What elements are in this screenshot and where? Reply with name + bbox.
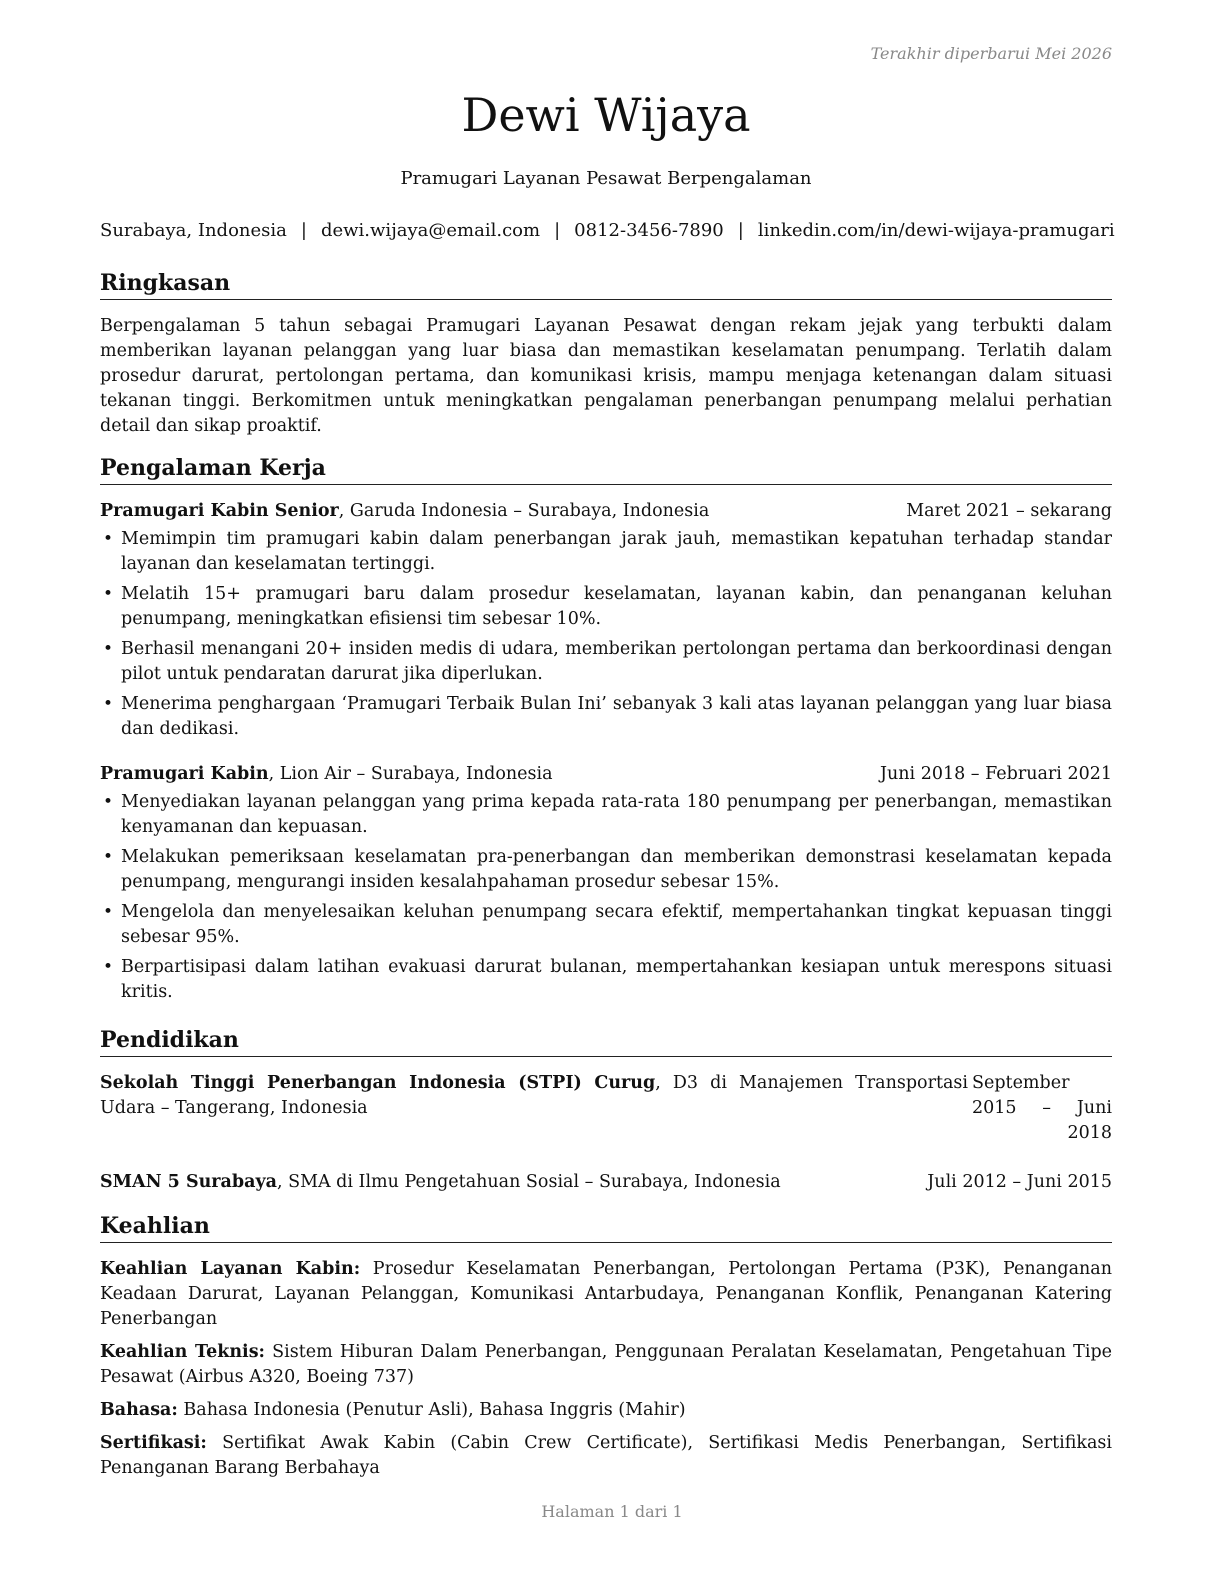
bullet-text: Menyediakan layanan pelanggan yang prima kepada rata-rata 180 penumpang per penerbangan, memastikan kenyamanan dan kepuasan. — [121, 792, 1112, 837]
job-org: , Lion Air – Surabaya, Indonesia — [268, 764, 553, 784]
bullet-text: Mengelola dan menyelesaikan keluhan penumpang secara efektif, mempertahankan tingkat kepuasan tinggi sebesar 95%. — [121, 902, 1112, 947]
job-bullets — [100, 527, 1112, 742]
list-item — [100, 637, 1112, 687]
bullet-dot-icon: • — [103, 529, 114, 549]
contact-separator: | — [737, 220, 744, 241]
skill-row — [100, 1340, 1112, 1390]
list-item — [100, 790, 1112, 840]
contact-linkedin[interactable]: linkedin.com/in/dewi-wijaya-pramugari — [757, 220, 1115, 241]
contact-line — [100, 220, 1115, 241]
bullet-dot-icon: • — [103, 584, 114, 604]
bullet-dot-icon: • — [103, 902, 114, 922]
bullet-text: Berhasil menangani 20+ insiden medis di udara, memberikan pertolongan pertama dan berkoordinasi dengan pilot untuk pendaratan darurat jika diperlukan. — [121, 639, 1112, 684]
job-bullets — [100, 790, 1112, 1005]
bullet-text: Melakukan pemeriksaan keselamatan pra-penerbangan dan memberikan demonstrasi keselamatan kepada penumpang, mengurangi insiden kesalahpahaman prosedur sebesar 15%. — [121, 847, 1112, 892]
contact-location: Surabaya, Indonesia — [100, 220, 287, 241]
education-dates: September 2015 – Juni 2018 — [972, 1073, 1112, 1143]
section-heading-summary: Ringkasan — [100, 268, 1112, 300]
contact-email[interactable]: dewi.wijaya@email.com — [320, 220, 541, 241]
skill-text: Sertifikat Awak Kabin (Cabin Crew Certificate), Sertifikasi Medis Penerbangan, Sertifikasi Penanganan Barang Berbahaya — [100, 1433, 1112, 1478]
skill-row — [100, 1431, 1112, 1481]
job-dates: Maret 2021 – sekarang — [906, 501, 1112, 521]
skill-label: Keahlian Teknis: — [100, 1342, 266, 1362]
skill-row — [100, 1398, 1112, 1423]
list-item — [100, 527, 1112, 577]
bullet-dot-icon: • — [103, 792, 114, 812]
education-detail: , SMA di Ilmu Pengetahuan Sosial – Surabaya, Indonesia — [276, 1172, 781, 1192]
contact-separator: | — [300, 220, 307, 241]
contact-separator: | — [554, 220, 561, 241]
list-item — [100, 845, 1112, 895]
resume-body — [100, 268, 1112, 1481]
bullet-dot-icon: • — [103, 694, 114, 714]
education-school: Sekolah Tinggi Penerbangan Indonesia (STPI) Curug — [100, 1073, 656, 1093]
skill-label: Bahasa: — [100, 1400, 178, 1420]
bullet-dot-icon: • — [103, 639, 114, 659]
skill-label: Sertifikasi: — [100, 1433, 207, 1453]
page-number: Halaman 1 dari 1 — [541, 1502, 683, 1521]
skill-label: Keahlian Layanan Kabin: — [100, 1259, 361, 1279]
education-detail: , D3 di Manajemen Transportasi Udara – Tangerang, Indonesia — [100, 1073, 968, 1118]
bullet-text: Melatih 15+ pramugari baru dalam prosedur keselamatan, layanan kabin, dan penanganan keluhan penumpang, meningkatkan efisiensi tim sebesar 10%. — [121, 584, 1112, 629]
skill-text: Sistem Hiburan Dalam Penerbangan, Penggunaan Peralatan Keselamatan, Pengetahuan Tipe Pesawat (Airbus A320, Boeing 737) — [100, 1342, 1113, 1387]
bullet-text: Menerima penghargaan ‘Pramugari Terbaik Bulan Ini’ sebanyak 3 kali atas layanan pelanggan yang luar biasa dan dedikasi. — [121, 694, 1112, 739]
education-entry — [100, 1170, 1112, 1195]
skill-text: Bahasa Indonesia (Penutur Asli), Bahasa Inggris (Mahir) — [177, 1400, 686, 1420]
list-item — [100, 692, 1112, 742]
candidate-name: Dewi Wijaya — [461, 88, 751, 142]
list-item — [100, 955, 1112, 1005]
section-heading-skills: Keahlian — [100, 1211, 1112, 1243]
bullet-text: Berpartisipasi dalam latihan evakuasi darurat bulanan, mempertahankan kesiapan untuk merespons situasi kritis. — [121, 957, 1112, 1002]
education-entry — [100, 1071, 1112, 1146]
section-heading-experience: Pengalaman Kerja — [100, 453, 1112, 485]
job-role: Pramugari Kabin Senior — [100, 501, 339, 521]
skill-row — [100, 1257, 1112, 1332]
job-dates: Juni 2018 – Februari 2021 — [879, 764, 1112, 784]
bullet-dot-icon: • — [103, 957, 114, 977]
summary-text: Berpengalaman 5 tahun sebagai Pramugari Layanan Pesawat dengan rekam jejak yang terbukti dalam memberikan layanan pelanggan yang luar biasa dan memastikan keselamatan penumpang. Terlatih dalam prosedur darurat, pertolongan pertama, dan komunikasi krisis, mampu menjaga ketenangan dalam situasi tekanan tinggi. Berkomitmen untuk meningkatkan pengalaman penerbangan penumpang melalui perhatian detail dan sikap proaktif. — [100, 316, 1112, 436]
job-header — [100, 499, 1112, 524]
job-role: Pramugari Kabin — [100, 764, 269, 784]
list-item — [100, 900, 1112, 950]
education-school: SMAN 5 Surabaya — [100, 1172, 277, 1192]
job-org: , Garuda Indonesia – Surabaya, Indonesia — [338, 501, 710, 521]
job-header — [100, 762, 1112, 787]
bullet-text: Memimpin tim pramugari kabin dalam penerbangan jarak jauh, memastikan kepatuhan terhadap standar layanan dan keselamatan tertinggi. — [121, 529, 1112, 574]
section-heading-education: Pendidikan — [100, 1025, 1112, 1057]
skill-text: Prosedur Keselamatan Penerbangan, Pertolongan Pertama (P3K), Penanganan Keadaan Darurat, Layanan Pelanggan, Komunikasi Antarbudaya, Penanganan Konflik, Penanganan Katering Penerbangan — [100, 1259, 1112, 1329]
job-entry — [100, 762, 1112, 1005]
job-entry — [100, 499, 1112, 742]
last-updated-note: Terakhir diperbarui Mei 2026 — [870, 44, 1112, 63]
bullet-dot-icon: • — [103, 847, 114, 867]
list-item — [100, 582, 1112, 632]
education-dates: Juli 2012 – Juni 2015 — [927, 1172, 1112, 1192]
candidate-title: Pramugari Layanan Pesawat Berpengalaman — [400, 168, 812, 189]
contact-phone: 0812-3456-7890 — [574, 220, 724, 241]
